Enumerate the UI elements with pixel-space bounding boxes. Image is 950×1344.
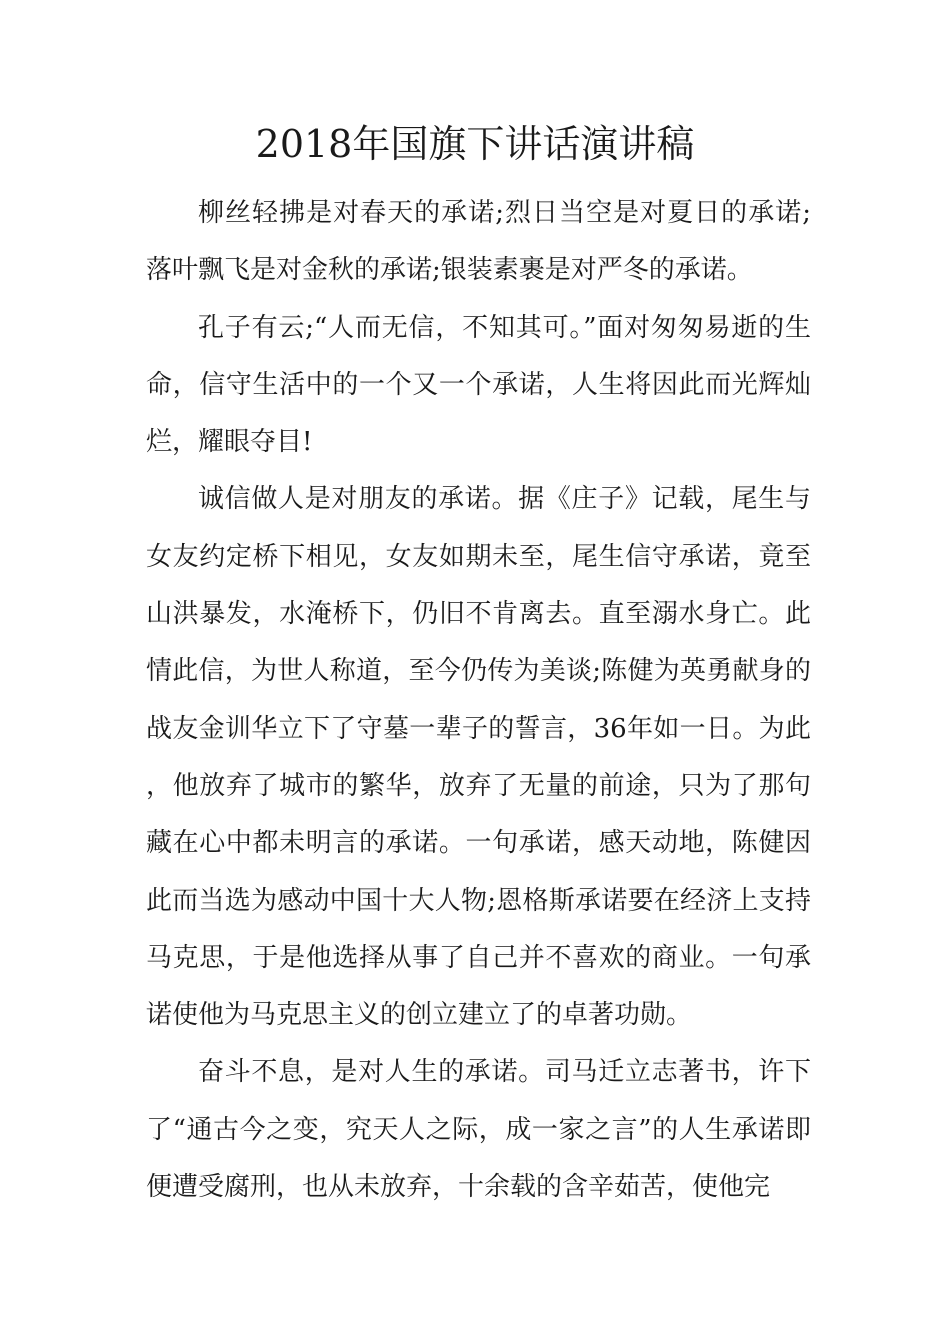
paragraph-striving-life: 奋斗不息，是对人生的承诺。司马迁立志著书，许下了“通古今之变，究天人之际，成一家之言”的人生承诺即便遭受腐刑，也从未放弃，十余载的含辛茹苦，使他完	[146, 1057, 811, 1203]
document-title: 2018年国旗下讲话演讲稿	[255, 122, 695, 166]
paragraph-honesty-friends: 诚信做人是对朋友的承诺。据《庄子》记载，尾生与女友约定桥下相见，女友如期未至，尾生信守承诺，竟至山洪暴发，水淹桥下，仍旧不肯离去。直至溺水身亡。此情此信，为世人称道，至今仍传为美谈;陈健为英勇献身的战友金训华立下了守墓一辈子的誓言，36年如一日。为此，他放弃了城市的繁华，放弃了无量的前途，只为了那句藏在心中都未明言的承诺。一句承诺，感天动地，陈健因此而当选为感动中国十大人物;恩格斯承诺要在经济上支持马克思，于是他选择从事了自己并不喜欢的商业。一句承诺使他为马克思主义的创立建立了的卓著功勋。	[146, 484, 811, 1031]
paragraph-confucius-quote: 孔子有云;“人而无信，不知其可。”面对匆匆易逝的生命，信守生活中的一个又一个承诺，人生将因此而光辉灿烂，耀眼夺目!	[146, 312, 811, 458]
document-body	[146, 185, 811, 1216]
paragraph-spring-promise: 柳丝轻拂是对春天的承诺;烈日当空是对夏日的承诺;落叶飘飞是对金秋的承诺;银装素裹是对严冬的承诺。	[146, 198, 811, 286]
